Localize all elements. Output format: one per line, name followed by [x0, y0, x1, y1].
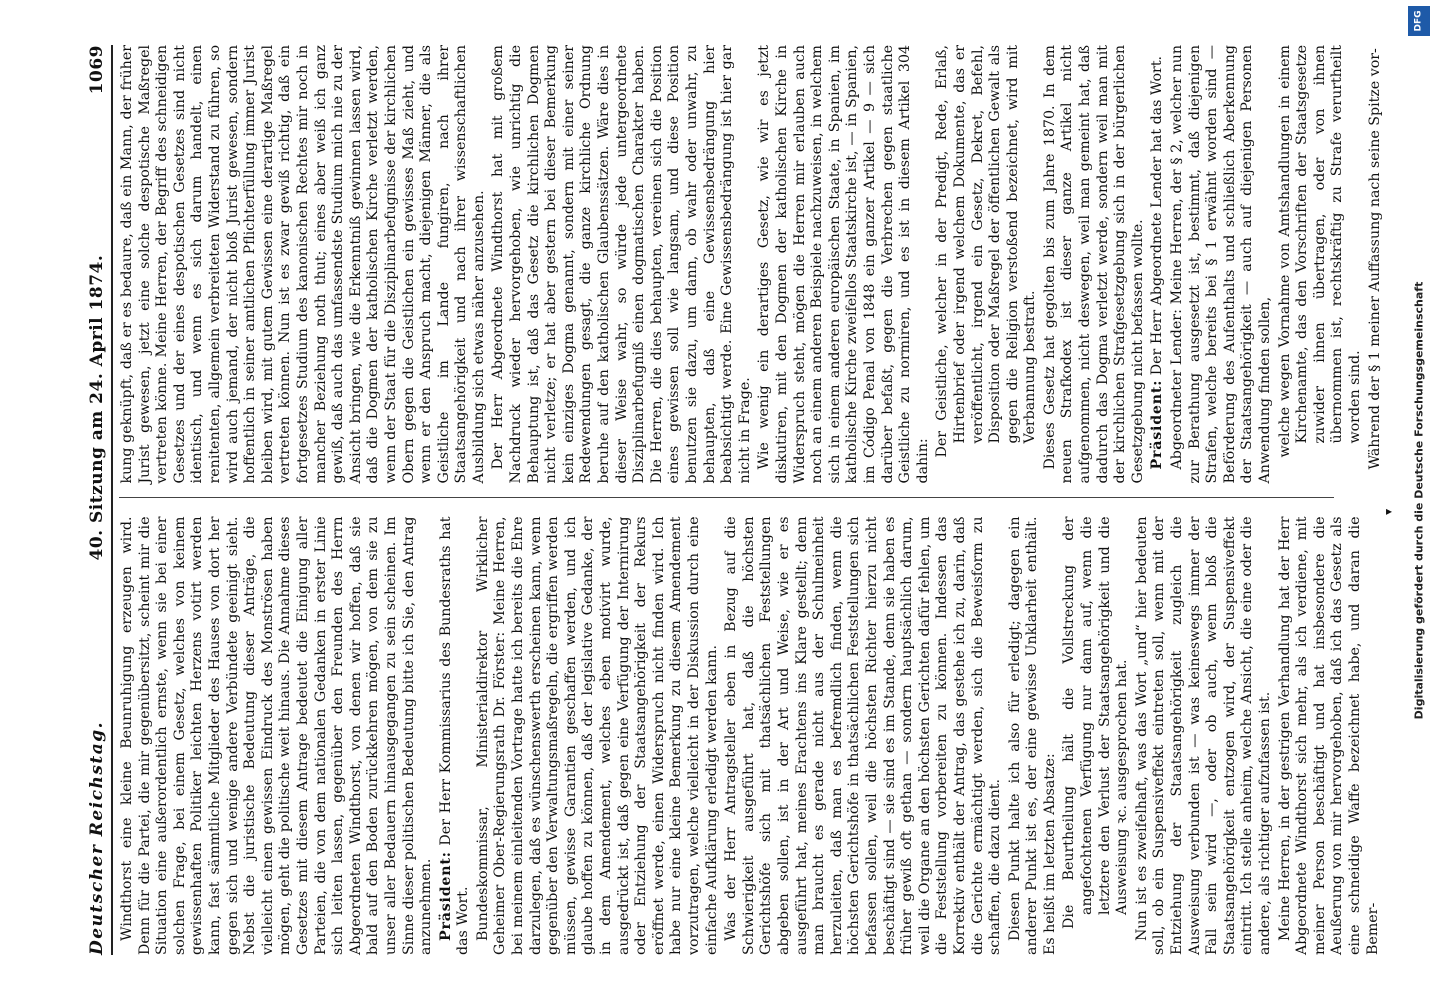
paragraph: Während der § 1 meiner Auffassung nach seine Spitze vor-: [1366, 48, 1383, 470]
speaker-paragraph: [1149, 45, 1167, 484]
page-header: [87, 45, 113, 955]
paragraph: Diesen Punkt halte ich also für erledigt; dagegen ein anderer Punkt ist es, der eine gewisse Unklarheit enthält. Es heißt im letzten Absatze:: [1006, 516, 1058, 955]
paragraph: Nun ist es zweifelhaft, was das Wort „und“ hier bedeuten soll, ob ein Suspensiveffekt eintreten soll, wenn mit der Entziehung der Staatsangehörigkeit zugleich die Ausweisung verbunden ist — was keineswegs immer der Fall sein wird —, oder ob auch, wenn bloß die Staatsangehörigkeit entzogen wird, der Suspensiveffekt eintritt. Ich stelle anheim, welche Ansicht, die eine oder die andere, als richtiger aufzufassen ist.: [1133, 516, 1273, 955]
paragraph: kung geknüpft, daß er es bedaure, daß ein Mann, der früher Jurist gewesen, jetzt eine solche despotische Maßregel vertreten könne. Meine Herren, der Begriff des schneidigen Gesetzes und der eines despotischen Gesetzes sind nicht identisch, und wenn es sich darum handelt, einen renitenten, allgemein verbreiteten Widerstand zu führen, so wird auch jemand, der nicht bloß Jurist gewesen, sondern hoffentlich in seiner amtlichen Pflichterfüllung immer Jurist bleiben wird, mit gutem Gewissen eine derartige Maßregel vertreten können. Nun ist es zwar gewiß richtig, daß ein fortgesetzes Studium des kanonischen Rechtes mir noch in mancher Beziehung noth thut; eines aber weiß ich ganz gewiß, daß auch das umfassendste Studium mich nie zu der Ansicht bringen, wie die Erkenntniß gewinnen lassen wird, daß die Dogmen der katholischen Kirche verletzt werden, wenn der Staat für die Disziplinarbefugnisse der kirchlichen Obern gegen die Geistlichen ein gewisses Maß zieht, und wenn er den Anspruch macht, diejenigen Männer, die als Geistliche im Lande fungiren, nach ihrer Staatsangehörigkeit und nach ihrer wissenschaftlichen Ausbildung sich etwas näher anzusehen.: [119, 45, 487, 484]
page-number: 1069: [87, 45, 107, 95]
speaker-text: Der Herr Abgeordnete Lender hat das Wort.: [1149, 55, 1166, 376]
speaker-paragraph: [438, 517, 473, 956]
quoted-paragraph: Die Beurtheilung hält die Vollstreckung der angefochtenen Verfügung nur dann auf, wenn die letztere den Verlust der Staatsangehörigkeit und die Ausweisung ꝛc. ausgesprochen hat.: [1061, 516, 1131, 929]
text-columns: [119, 45, 1383, 955]
paragraph: Abgeordneter Lender: Meine Herren, der § 2, welcher nun zur Berathung ausgesetzt ist, bestimmt, daß diejenigen Strafen, welche bereits bei § 1 erwähnt worden sind — Beförderung des Aufenthalts und schließlich Aberkennung der Staatsangehörigkeit — auch auf diejenigen Personen Anwendung finden sollen,: [1169, 45, 1273, 484]
digitization-credit: [1406, 0, 1432, 1000]
quoted-paragraph: welche wegen Vornahme von Amtshandlungen in einem Kirchenamte, das den Vorschriften der Staatsgesetze zuwider ihnen übertragen, oder von ihnen übernommen ist, rechtskräftig zu Strafe verurtheilt worden sind.: [1276, 45, 1363, 458]
paragraph: Dieses Gesetz hat gegolten bis zum Jahre 1870. In dem neuen Strafkodex ist dieser ganze Artikel nicht aufgenommen, nicht deswegen, weil man gemeint hat, daß dadurch das Dogma verletzt werde, sondern weil man mit der kirchlichen Strafgesetzgebung sich in der bürgerlichen Gesetzgebung nicht befassen wollte.: [1041, 45, 1146, 484]
credit-text: Digitalisierung gefördert durch die Deutsche Forschungsgemeinschaft: [1412, 281, 1426, 719]
paragraph: Bundeskommissar, Ministerialdirektor Wirklicher Geheimer Ober-Regierungsrath Dr. Förster: Meine Herren, bei meinem einleitenden Vortrage hatte ich bereits die Ehre darzulegen, daß es wünschenswerth erscheinen kann, wenn gegenüber den Verwaltungsmaßregeln, die ergriffen werden müssen, gewisse Garantien geschaffen werden, und ich glaube hoffen zu können, daß der legislative Gedanke, der in dem Amendement, welches eben motivirt wurde, ausgedrückt ist, daß gegen eine Verfügung der Internirung oder Entziehung der Staatsangehörigkeit der Rekurs eröffnet werde, einen Widerspruch nicht finden wird. Ich habe nur eine kleine Bemerkung zu diesem Amendement vorzutragen, welche vielleicht in der Diskussion durch eine einfache Aufklärung erledigt werden kann.: [474, 516, 720, 955]
speaker-label: Präsident:: [1149, 379, 1166, 470]
quoted-paragraph: Der Geistliche, welcher in der Predigt, Rede, Erlaß, Hirtenbrief oder irgend welchem Dokumente, das er veröffentlicht, irgend ein Gesetz, Dekret, Befehl, Disposition oder Maßregel der öffentlichen Gewalt als gegen die Religion verstoßend bezeichnet, wird mit Verbannung bestraft.: [934, 45, 1039, 458]
document-page: [71, 25, 1383, 975]
fold-marker: ▸: [1386, 504, 1393, 518]
text-column-right: [119, 45, 1383, 499]
paragraph: Wie wenig ein derartiges Gesetz, wie wir es jetzt diskutiren, mit den Dogmen der katholischen Kirche in Widerspruch steht, mögen die Herren mir erlauben auch noch an einem anderen Beispiele nachzuweisen, in welchem sich in einem anderen europäischen Staate, in Spanien, im katholische Kirche zweifellos Staatskirche ist, — in Spanien, im Código Penal von 1848 ein ganzer Artikel — 9 — sich darüber befaßt, gegen die Verbrechen gegen staatliche Geistliche zu normiren, und es ist in diesem Artikel 304 dahin:: [756, 45, 931, 484]
paragraph: Meine Herren, in der gestrigen Verhandlung hat der Herr Abgeordnete Windthorst sich mehr, als ich verdiene, mit meiner Person beschäftigt und hat insbesondere die Aeußerung von mir hervorgehoben, daß ich das Gesetz als eine schneidige Waffe bezeichnet habe, und daran die Bemer-: [1276, 516, 1381, 955]
text-column-left: [119, 516, 1381, 956]
paragraph: Windthorst eine kleine Beunruhigung erzeugen wird. Denn für die Partei, die mir gegenübersitzt, scheint mir die Situation eine außerordentlich ernste, wenn sie bei einer solchen Frage, bei einem Gesetz, welches von keinem gewissenhaften Politiker leichten Herzens votirt werden kann, fast sämmtliche Mitglieder des Hauses von dort her gegen sich und wenige andere Verbündete geeinigt sieht. Nebst die juristische Bedeutung dieser Anträge, die vielleicht einen gewissen Eindruck des Monströsen haben mögen, geht die politische weit hinaus. Die Annahme dieses Gesetzes mit diesem Antrage bedeutet die Einigung aller Parteien, die von dem nationalen Gedanken in erster Linie sich leiten lassen, gegenüber den Freunden des Herrn Abgeordneten Windthorst, von denen wir hoffen, daß sie bald auf den Boden zurückkehren mögen, von dem sie zu unser aller Bedauern hinausgegangen zu sein scheinen. Im Sinne dieser politischen Bedeutung bitte ich Sie, den Antrag anzunehmen.: [119, 516, 435, 955]
paragraph: Was der Herr Antragsteller eben in Bezug auf die Schwierigkeit ausgeführt hat, daß die höchsten Gerichtshöfe sich mit thatsächlichen Feststellungen abgeben sollen, ist in der Art und Weise, wie er es ausgeführt hat, meines Erachtens ins Klare gestellt; denn man braucht es gerade nicht aus der Schulmeinheit herzuleiten, daß man es befremdlich finden, wenn die höchsten Gerichtshöfe in thatsächlichen Feststellungen sich befassen sollen, weil die höchsten Richter hierzu nicht beschäftigt sind — sie sind es im Stande, denn sie haben es früher gewiß oft gethan — sondern hauptsächlich darum, weil die Organe an den höchsten Gerichten dafür fehlen, um die Feststellung vorbereiten zu können. Indessen das Korrektiv enthält der Antrag, das gestehe ich zu, darin, daß die Gerichte ermächtigt werden, sich die Beweisform zu schaffen, die dazu dient.: [723, 516, 1004, 955]
header-title: Deutscher Reichstag.: [87, 720, 107, 955]
speaker-label: Präsident:: [437, 851, 454, 941]
dfg-logo: DFG: [1408, 6, 1430, 36]
speaker-text: Der Herr Kommissarius des Bundesraths hat das Wort.: [437, 516, 472, 955]
header-session: 40. Sitzung am 24. April 1874.: [87, 254, 107, 561]
paragraph: Der Herr Abgeordnete Windthorst hat mit großem Nachdruck wieder hervorgehoben, wie unrichtig die Behauptung ist, daß das Gesetz die kirchlichen Dogmen nicht verletze; er hat aber gestern bei dieser Bemerkung kein einziges Dogma genannt, sondern mit einer seiner Redewendungen gesagt, die ganze kirchliche Ordnung beruhe auf den katholischen Glaubenssätzen. Wäre dies in dieser Weise wahr, so würde jede untergeordnete Disziplinarbefugniß einen dogmatischen Charakter haben. Die Herren, die dies behaupten, vereinen sich die Position eines gewissen soll wie langsam, und diese Position benutzen sie dazu, um dann, ob wahr oder unwahr, zu behaupten, daß eine Gewissensbedrängung hier beabsichtigt werde. Eine Gewissensbedrängung ist hier gar nicht in Frage.: [490, 45, 753, 484]
